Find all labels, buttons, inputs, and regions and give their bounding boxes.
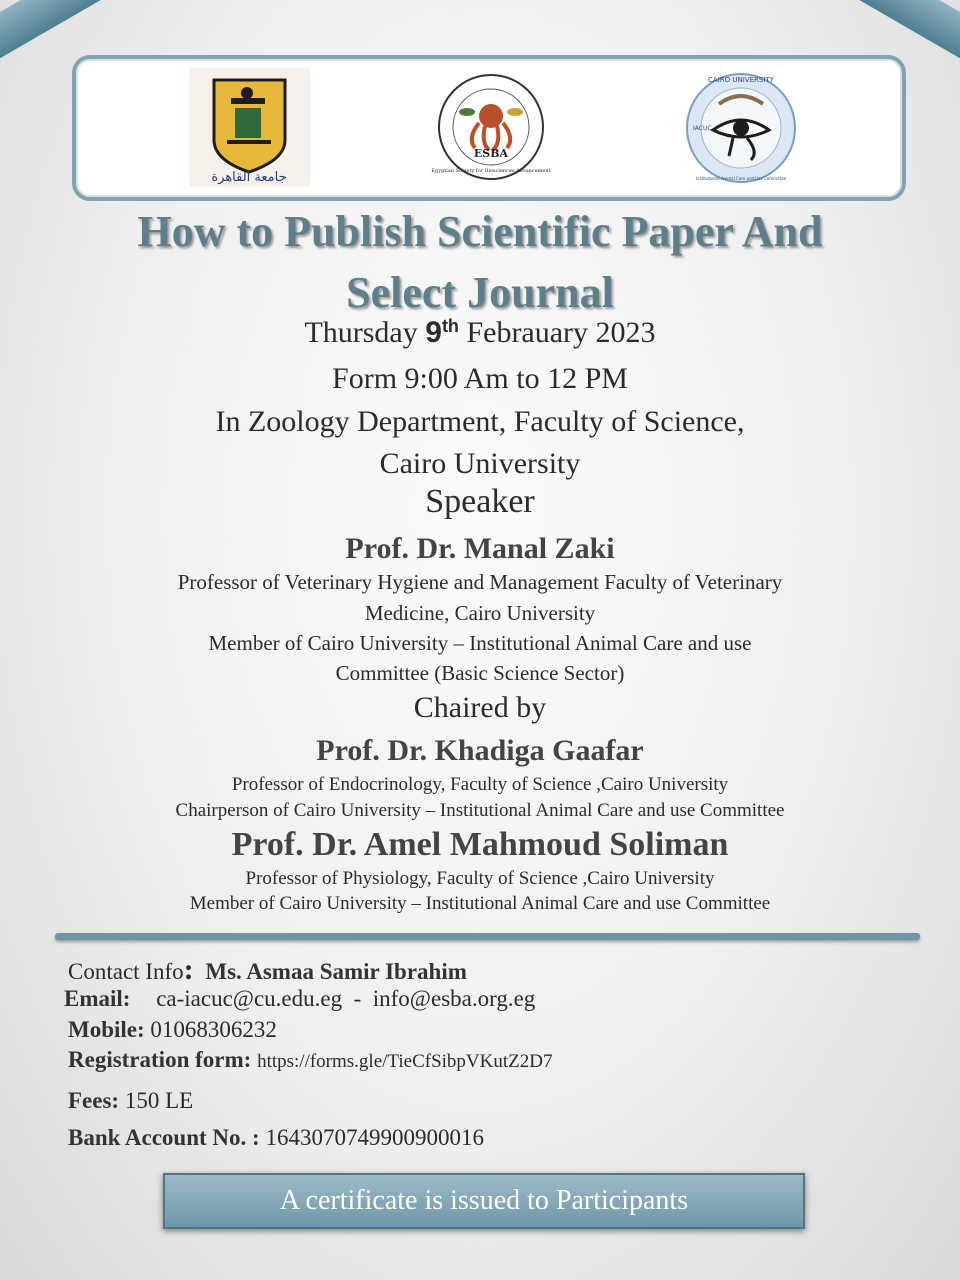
event-day: Thursday bbox=[304, 316, 418, 349]
bank-label: Bank Account No. : bbox=[68, 1125, 260, 1150]
event-date bbox=[0, 316, 960, 350]
bank-value: 1643070749900900016 bbox=[265, 1125, 484, 1150]
section-divider bbox=[55, 933, 920, 940]
svg-text:IACUC: IACUC bbox=[693, 125, 712, 132]
bank-row bbox=[68, 1125, 484, 1151]
mobile-row bbox=[68, 1017, 277, 1043]
svg-text:Egyptian Society for Bioscienc: Egyptian Society for Biosciences Advancement bbox=[431, 168, 551, 174]
fees-label: Fees: bbox=[68, 1088, 120, 1113]
speaker-name: Prof. Dr. Manal Zaki bbox=[345, 532, 615, 565]
mobile-value: 01068306232 bbox=[150, 1017, 277, 1042]
registration-link[interactable]: https://forms.gle/TieCfSibpVKutZ2D7 bbox=[257, 1051, 553, 1072]
event-time: Form 9:00 Am to 12 PM bbox=[332, 362, 628, 395]
fees-value: 150 LE bbox=[124, 1088, 194, 1113]
svg-text:Institutional Animal Care and: Institutional Animal Care and Use Committee bbox=[695, 176, 787, 181]
svg-text:CAIRO UNIVERSITY: CAIRO UNIVERSITY bbox=[708, 76, 774, 84]
iacuc-logo bbox=[681, 68, 802, 187]
speaker-desc-line4: Committee (Basic Science Sector) bbox=[335, 661, 625, 685]
chair1-desc-line2: Chairperson of Cairo University – Institutional Animal Care and use Committee bbox=[175, 800, 785, 821]
registration-label: Registration form: bbox=[68, 1047, 252, 1072]
email-value[interactable]: ca-iacuc@cu.edu.eg - info@esba.org.eg bbox=[156, 986, 536, 1011]
speaker-desc-line1: Professor of Veterinary Hygiene and Management Faculty of Veterinary bbox=[177, 570, 783, 594]
speaker-desc-line3: Member of Cairo University – Institutional Animal Care and use bbox=[208, 631, 752, 655]
contact-name: Ms. Asmaa Samir Ibrahim bbox=[205, 959, 467, 984]
registration-row bbox=[68, 1047, 552, 1073]
contact-info-row: Contact Info: Ms. Asmaa Samir Ibrahim bbox=[68, 953, 467, 986]
mobile-label: Mobile: bbox=[68, 1017, 145, 1042]
chaired-by-heading: Chaired by bbox=[413, 691, 547, 724]
certificate-banner: A certificate is issued to Participants bbox=[163, 1173, 805, 1229]
event-day-suffix: th bbox=[441, 316, 459, 336]
cu-arabic-text: جامعة القاهرة bbox=[211, 170, 287, 185]
cairo-university-logo bbox=[189, 68, 310, 187]
fees-row bbox=[68, 1088, 193, 1114]
event-venue-line2: Cairo University bbox=[379, 447, 581, 480]
chair2-desc-line1: Professor of Physiology, Faculty of Science ,Cairo University bbox=[245, 868, 715, 889]
event-venue-line1: In Zoology Department, Faculty of Science, bbox=[215, 405, 745, 438]
chair2-desc-line2: Member of Cairo University – Institutional Animal Care and use Committee bbox=[189, 893, 771, 914]
event-month-year: Febrauary 2023 bbox=[466, 316, 656, 349]
chair2-name: Prof. Dr. Amel Mahmoud Soliman bbox=[231, 826, 729, 863]
event-day-number: 9 bbox=[425, 316, 442, 349]
email-label: Email: bbox=[64, 986, 131, 1011]
event-title-line1: How to Publish Scientific Paper And bbox=[137, 207, 823, 256]
contact-label: Contact Info bbox=[68, 959, 184, 984]
chair1-desc-line1: Professor of Endocrinology, Faculty of Science ,Cairo University bbox=[231, 774, 729, 795]
event-title-line2: Select Journal bbox=[346, 268, 614, 317]
speaker-desc-line2: Medicine, Cairo University bbox=[364, 601, 596, 625]
svg-text:ESBA: ESBA bbox=[473, 147, 509, 160]
logo-bar bbox=[72, 55, 906, 201]
chair1-name: Prof. Dr. Khadiga Gaafar bbox=[316, 734, 644, 767]
email-row bbox=[64, 986, 535, 1012]
esba-logo bbox=[431, 68, 552, 187]
speaker-heading: Speaker bbox=[425, 483, 535, 520]
